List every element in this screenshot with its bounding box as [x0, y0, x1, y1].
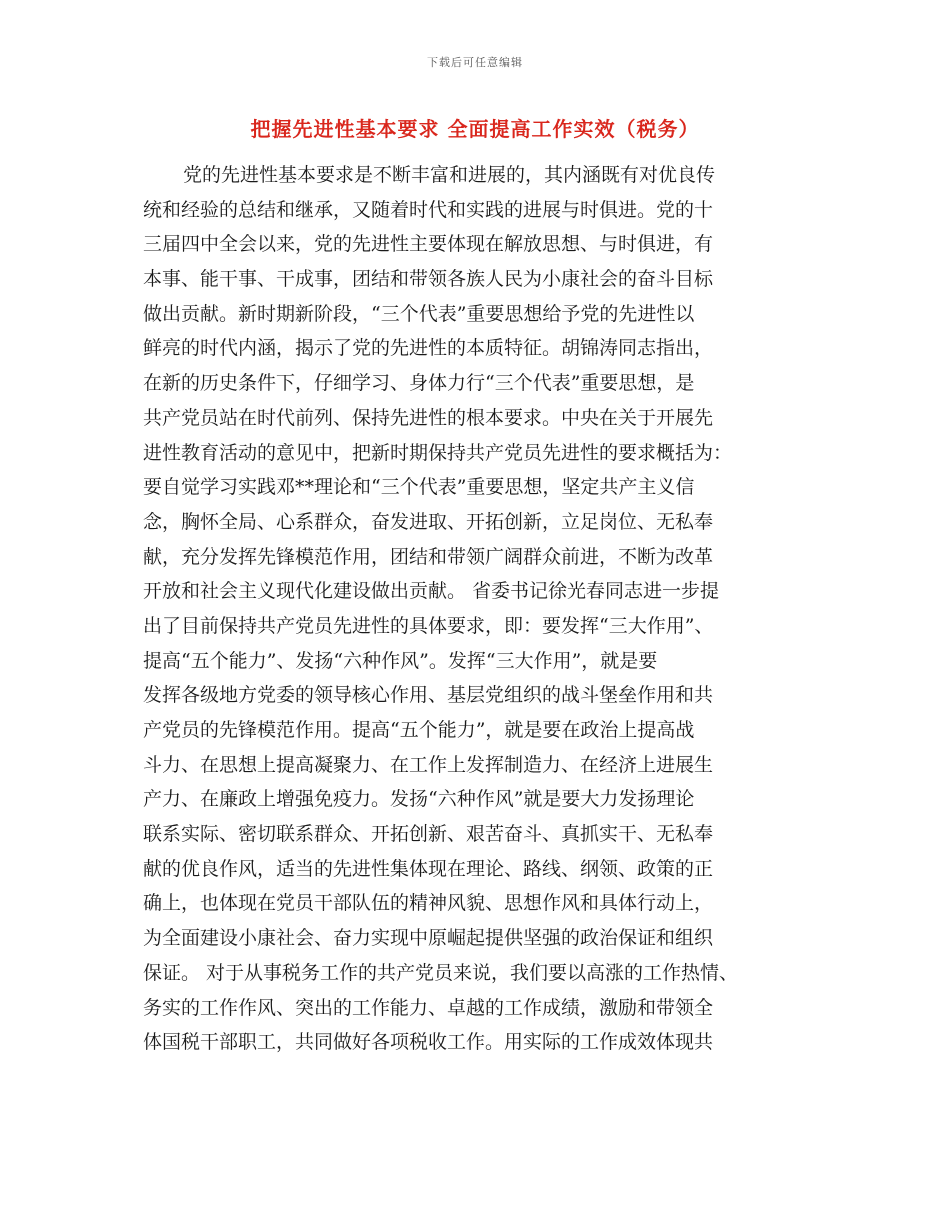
- text-line: 共产党员站在时代前列、保持先进性的根本要求。中央在关于开展先: [143, 406, 714, 429]
- text-line: 在新的历史条件下，仔细学习、身体力行“三个代表”重要思想，是: [143, 372, 695, 395]
- text-line: 务实的工作作风、突出的工作能力、卓越的工作成绩，激励和带领全: [143, 996, 714, 1019]
- text-line: 念，胸怀全局、心系群众，奋发进取、开拓创新，立足岗位、无私奉: [143, 510, 714, 533]
- text-line: 献的优良作风，适当的先进性集体现在理论、路线、纲领、政策的正: [143, 857, 714, 880]
- text-line: 党的先进性基本要求是不断丰富和进展的，其内涵既有对优良传: [183, 164, 716, 186]
- text-line: 进性教育活动的意见中，把新时期保持共产党员先进性的要求概括为：: [143, 441, 733, 464]
- text-line: 发挥各级地方党委的领导核心作用、基层党组织的战斗堡垒作用和共: [143, 684, 714, 707]
- text-line: 为全面建设小康社会、奋力实现中原崛起提供坚强的政治保证和组织: [143, 927, 714, 950]
- text-line: 产力、在廉政上增强免疫力。发扬“六种作风”就是要大力发扬理论: [143, 788, 695, 811]
- text-line: 本事、能干事、干成事，团结和带领各族人民为小康社会的奋斗目标: [143, 268, 714, 291]
- text-line: 开放和社会主义现代化建设做出贡献。 省委书记徐光春同志进一步提: [143, 580, 720, 603]
- text-line: 斗力、在思想上提高凝聚力、在工作上发挥制造力、在经济上进展生: [143, 753, 714, 776]
- text-line: 保证。 对于从事税务工作的共产党员来说，我们要以高涨的工作热情、: [143, 961, 739, 984]
- text-line: 产党员的先锋模范作用。提高“五个能力”，就是要在政治上提高战: [143, 719, 695, 741]
- text-line: 出了目前保持共产党员先进性的具体要求，即：要发挥“三大作用”、: [143, 614, 714, 637]
- body-paragraph: [143, 158, 823, 1060]
- text-line: 三届四中全会以来，党的先进性主要体现在解放思想、与时俱进，有: [143, 233, 714, 256]
- text-line: 献，充分发挥先锋模范作用，团结和带领广阔群众前进，不断为改革: [143, 545, 714, 568]
- text-line: 鲜亮的时代内涵，揭示了党的先进性的本质特征。胡锦涛同志指出，: [143, 337, 714, 360]
- text-line: 体国税干部职工，共同做好各项税收工作。用实际的工作成效体现共: [143, 1031, 714, 1054]
- text-line: 确上，也体现在党员干部队伍的精神风貌、思想作风和具体行动上，: [143, 892, 714, 915]
- text-line: 要自觉学习实践邓**理论和“三个代表”重要思想，坚定共产主义信: [143, 476, 695, 499]
- page-header: 下载后可任意编辑: [427, 56, 523, 69]
- text-line: 统和经验的总结和继承，又随着时代和实践的进展与时俱进。党的十: [143, 198, 714, 221]
- text-line: 做出贡献。新时期新阶段，“三个代表”重要思想给予党的先进性以: [143, 302, 695, 325]
- document-title: 把握先进性基本要求 全面提高工作实效（税务）: [250, 117, 700, 141]
- text-line: 提高“五个能力”、发扬“六种作风”。发挥“三大作用”，就是要: [143, 649, 658, 672]
- text-line: 联系实际、密切联系群众、开拓创新、艰苦奋斗、真抓实干、无私奉: [143, 823, 714, 846]
